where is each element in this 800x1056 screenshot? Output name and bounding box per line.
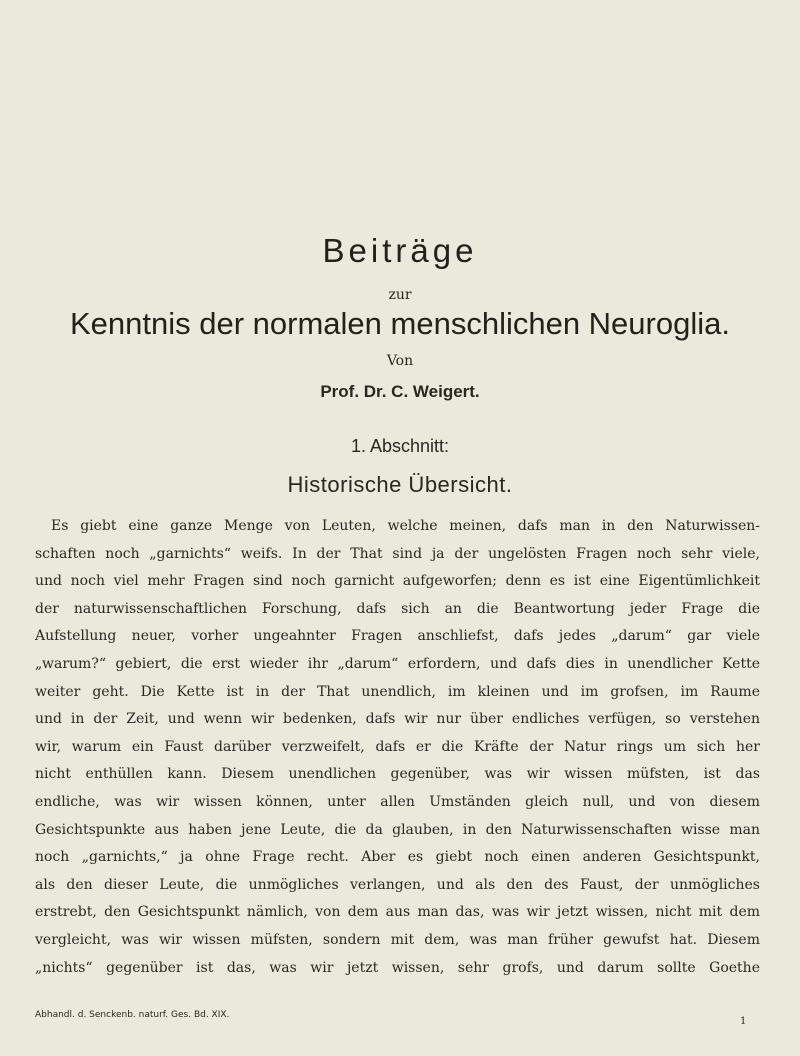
text-line: endliche, was wir wissen können, unter allen Umständen gleich null, und von diesem (35, 793, 760, 810)
section-number: 1. Abschnitt: (350, 436, 450, 456)
section-title: Historische Übersicht. (287, 472, 513, 497)
text-line: „nichts“ gegenüber ist das, was wir jetzt wissen, sehr grofs, und darum sollte Goethe (35, 959, 760, 976)
text-line: vergleicht, was wir wissen müfsten, sondern mit dem, was man früher gewufst hat. Diesem (35, 931, 760, 948)
author-name: Prof. Dr. C. Weigert. (320, 382, 480, 401)
text-line: und noch viel mehr Fragen sind noch garnicht aufgeworfen; denn es ist eine Eigentümlichkeit (35, 573, 760, 590)
text-line: „warum?“ gebiert, die erst wieder ihr „darum“ erfordern, und dafs dies in unendlicher Kette (35, 655, 760, 672)
page-subtitle: Kenntnis der normalen menschlichen Neuroglia. (70, 306, 730, 341)
text-line: schaften noch „garnichts“ weifs. In der That sind ja der ungelösten Fragen noch sehr viele, (35, 545, 760, 562)
text-line: und in der Zeit, und wenn wir bedenken, dafs wir nur über endliches verfügen, so verstehen (35, 711, 760, 728)
text-line: weiter geht. Die Kette ist in der That unendlich, im kleinen und im grofsen, im Raume (35, 683, 760, 700)
body-paragraph (35, 513, 760, 982)
text-line: der naturwissenschaftlichen Forschung, dafs sich an die Beantwortung jeder Frage die (35, 600, 760, 617)
text-line: als den dieser Leute, die unmögliches verlangen, und als den des Faust, der unmögliches (35, 876, 760, 893)
page-title: Beiträge (322, 232, 478, 269)
text-line: wir, warum ein Faust darüber verzweifelt, dafs er die Kräfte der Natur rings um sich her (35, 738, 760, 755)
footer-citation: Abhandl. d. Senckenb. naturf. Ges. Bd. XIX. (35, 1010, 230, 1020)
page-number: 1 (740, 1016, 747, 1027)
text-line: Gesichtspunkte aus haben jene Leute, die da glauben, in den Naturwissenschaften wisse man (35, 821, 760, 838)
title-connector: zur (388, 287, 412, 303)
byline-von: Von (386, 353, 414, 369)
text-line: erstrebt, den Gesichtspunkt nämlich, von dem aus man das, was wir jetzt wissen, nicht mit dem (35, 904, 760, 921)
text-line: noch „garnichts,“ ja ohne Frage recht. Aber es giebt noch einen anderen Gesichtspunkt, (35, 849, 760, 866)
text-line: Aufstellung neuer, vorher ungeahnter Fragen anschliefst, dafs jedes „darum“ gar viele (35, 628, 760, 645)
text-line: nicht enthüllen kann. Diesem unendlichen gegenüber, was wir wissen müfsten, ist das (35, 766, 760, 783)
text-line: Es giebt eine ganze Menge von Leuten, welche meinen, dafs man in den Naturwissen- (51, 518, 760, 534)
